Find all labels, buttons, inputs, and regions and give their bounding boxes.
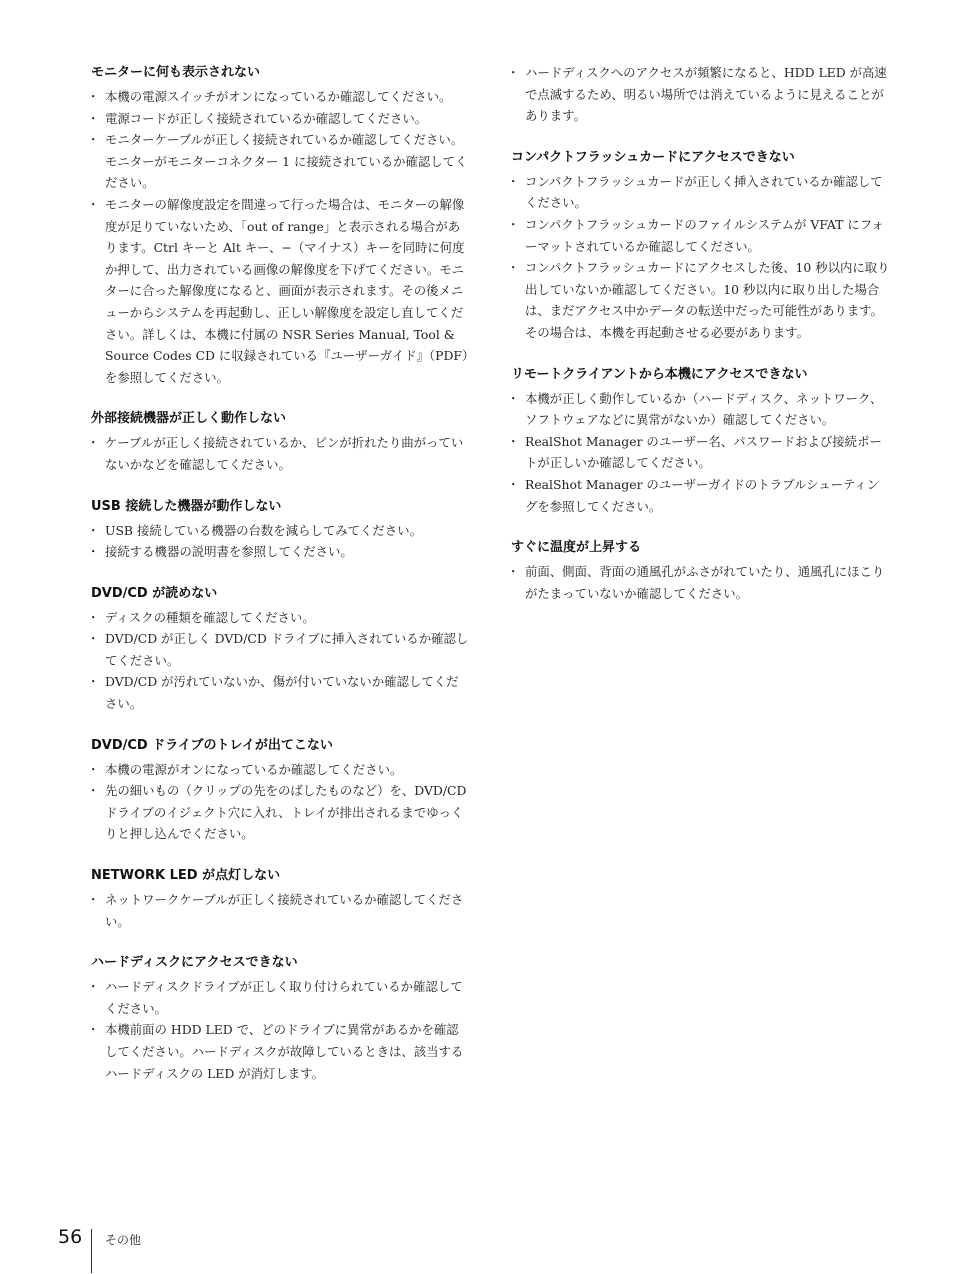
list-item: ・ ネットワークケーブルが正しく接続されているか確認してください。	[91, 889, 469, 932]
section-heading: コンパクトフラッシュカードにアクセスできない	[511, 149, 795, 165]
list-item: ・ 本機が正しく動作しているか（ハードディスク、ネットワーク、ソフトウェアなどに異常がないか）確認してください。	[511, 388, 891, 431]
list-item: ・ ハードディスクへのアクセスが頻繁になると、HDD LED が高速で点滅するため、明るい場所では消えているように見えることがあります。	[511, 62, 891, 127]
troubleshooting-section	[91, 496, 469, 563]
list-item: ・ ケーブルが正しく接続されているか、ピンが折れたり曲がっていないかなどを確認してください。	[91, 432, 469, 475]
list-item: ・ USB 接続している機器の台数を減らしてみてください。	[91, 520, 469, 542]
troubleshooting-section	[91, 408, 469, 475]
troubleshooting-section	[511, 62, 891, 127]
section-heading: NETWORK LED が点灯しない	[91, 868, 281, 884]
list-item: ・ 本機の電源がオンになっているか確認してください。	[91, 759, 469, 781]
troubleshooting-section	[91, 62, 469, 388]
troubleshooting-section	[511, 537, 891, 604]
list-item: ・ 電源コードが正しく接続されているか確認してください。	[91, 108, 469, 130]
bullet-list	[511, 62, 891, 127]
troubleshooting-section	[91, 865, 469, 932]
bullet-list	[91, 976, 469, 1084]
troubleshooting-section	[511, 147, 891, 344]
bullet-list	[91, 86, 469, 388]
right-column	[511, 62, 891, 624]
troubleshooting-section	[91, 952, 469, 1084]
bullet-list	[91, 889, 469, 932]
list-item: ・ ディスクの種類を確認してください。	[91, 607, 469, 629]
list-item: ・ DVD/CD が汚れていないか、傷が付いていないか確認してください。	[91, 671, 469, 714]
bullet-list	[511, 561, 891, 604]
list-item: ・ モニターの解像度設定を間違って行った場合は、モニターの解像度が足りていないため、「out of range」と表示される場合があります。Ctrl キーと Alt キー、−（マイナス）キーを同時に何度か押して、出力されている画像の解像度を下げてください。モニターに合った解像度になると、画面が表示されます。その後メニューからシステムを再起動し、正しい解像度を設定し直してください。詳しくは、本機に付属の NSR Series Manual, Tool & Source Codes CD に収録されている『ユーザーガイド』（PDF）を参照してください。	[91, 194, 469, 388]
section-heading: すぐに温度が上昇する	[511, 540, 642, 556]
list-item: ・ コンパクトフラッシュカードのファイルシステムが VFAT にフォーマットされているか確認してください。	[511, 214, 891, 257]
left-column	[91, 62, 469, 1104]
list-item: ・ RealShot Manager のユーザー名、パスワードおよび接続ポートが正しいか確認してください。	[511, 431, 891, 474]
list-item: ・ 本機の電源スイッチがオンになっているか確認してください。	[91, 86, 469, 108]
bullet-list	[91, 520, 469, 563]
bullet-list	[511, 388, 891, 518]
section-heading: リモートクライアントから本機にアクセスできない	[511, 366, 808, 382]
list-item: ・ 本機前面の HDD LED で、どのドライブに異常があるかを確認してください。ハードディスクが故障しているときは、該当するハードディスクの LED が消灯します。	[91, 1019, 469, 1084]
bullet-list	[91, 759, 469, 845]
bullet-list	[511, 171, 891, 344]
section-heading: 外部接続機器が正しく動作しない	[91, 411, 287, 427]
footer-section-label: その他	[105, 1233, 142, 1247]
section-heading: モニターに何も表示されない	[91, 65, 261, 80]
section-heading: USB 接続した機器が動作しない	[91, 498, 282, 514]
page-number: 56	[58, 1226, 83, 1248]
list-item: ・ DVD/CD が正しく DVD/CD ドライブに挿入されているか確認してください。	[91, 628, 469, 671]
list-item: ・ ハードディスクドライブが正しく取り付けられているか確認してください。	[91, 976, 469, 1019]
section-heading: DVD/CD が読めない	[91, 585, 218, 601]
list-item: ・ モニターケーブルが正しく接続されているか確認してください。モニターがモニターコネクター 1 に接続されているか確認してください。	[91, 129, 469, 194]
bullet-list	[91, 432, 469, 475]
section-heading: DVD/CD ドライブのトレイが出てこない	[91, 737, 333, 753]
list-item: ・ 前面、側面、背面の通風孔がふさがれていたり、通風孔にほこりがたまっていないか確認してください。	[511, 561, 891, 604]
troubleshooting-section	[91, 735, 469, 845]
list-item: ・ RealShot Manager のユーザーガイドのトラブルシューティングを参照してください。	[511, 474, 891, 517]
troubleshooting-section	[91, 583, 469, 715]
list-item: ・ 接続する機器の説明書を参照してください。	[91, 541, 469, 563]
bullet-list	[91, 607, 469, 715]
footer-divider	[91, 1229, 92, 1273]
list-item: ・ 先の細いもの（クリップの先をのばしたものなど）を、DVD/CD ドライブのイジェクト穴に入れ、トレイが排出されるまでゆっくりと押し込んでください。	[91, 780, 469, 845]
troubleshooting-section	[511, 364, 891, 518]
list-item: ・ コンパクトフラッシュカードにアクセスした後、10 秒以内に取り出していないか確認してください。10 秒以内に取り出した場合は、まだアクセス中かデータの転送中だった可能性があります。その場合は、本機を再起動させる必要があります。	[511, 257, 891, 343]
list-item: ・ コンパクトフラッシュカードが正しく挿入されているか確認してください。	[511, 171, 891, 214]
section-heading: ハードディスクにアクセスできない	[91, 955, 298, 971]
